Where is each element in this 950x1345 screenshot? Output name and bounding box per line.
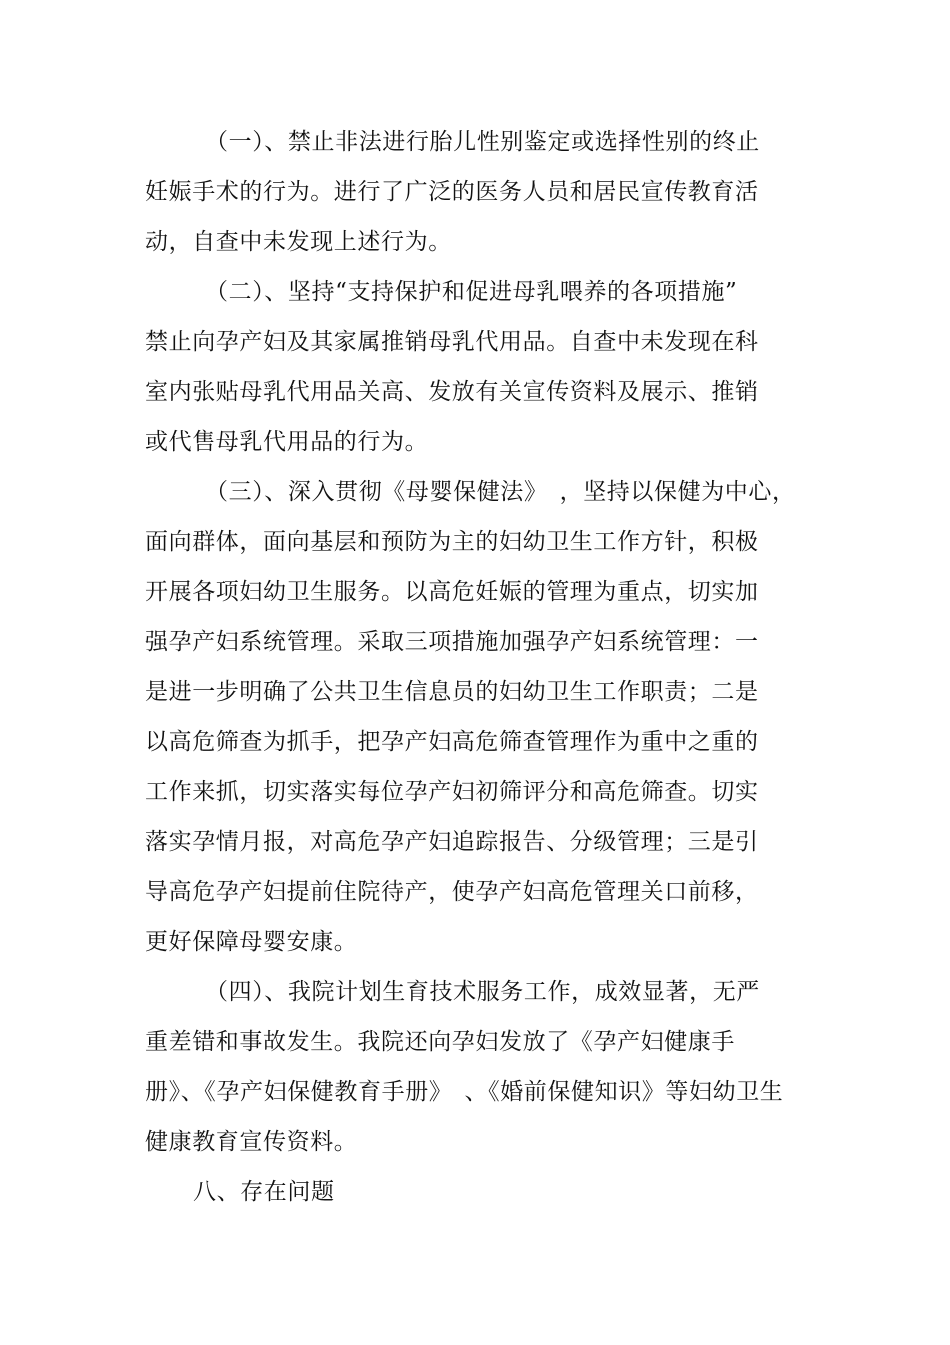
text-line: （二）、坚持“支持保护和促进母乳喂养的各项措施” [205,279,738,305]
text-line: 或代售母乳代用品的行为。 [145,429,429,455]
text-line: 更好保障母婴安康。 [145,929,358,955]
text-line: 是进一步明确了公共卫生信息员的妇幼卫生工作职责；二是 [145,679,759,705]
text-line: 开展各项妇幼卫生服务。以高危妊娠的管理为重点，切实加 [145,579,759,605]
text-line: 以高危筛查为抓手，把孕产妇高危筛查管理作为重中之重的 [145,729,759,755]
text-line: 工作来抓，切实落实每位孕产妇初筛评分和高危筛查。切实 [145,779,759,805]
text-line: 面向群体，面向基层和预防为主的妇幼卫生工作方针，积极 [145,529,759,555]
text-line: （三）、深入贯彻《母婴保健法》 ，坚持以保健为中心， [205,479,796,505]
text-line: （四）、我院计划生育技术服务工作，成效显著，无严 [205,979,760,1005]
text-line: 册》、《孕产妇保健教育手册》 、《婚前保健知识》等妇幼卫生 [145,1079,784,1105]
text-line: 健康教育宣传资料。 [145,1129,358,1155]
text-line: 重差错和事故发生。我院还向孕妇发放了《孕产妇健康手 [145,1029,735,1055]
text-line: （一）、禁止非法进行胎儿性别鉴定或选择性别的终止 [205,129,760,155]
section-heading: 八、存在问题 [193,1179,335,1205]
text-line: 妊娠手术的行为。进行了广泛的医务人员和居民宣传教育活 [145,179,759,205]
text-line: 落实孕情月报，对高危孕产妇追踪报告、分级管理；三是引 [145,829,759,855]
text-line: 室内张贴母乳代用品关高、发放有关宣传资料及展示、推销 [145,379,759,405]
text-line: 禁止向孕产妇及其家属推销母乳代用品。自查中未发现在科 [145,329,759,355]
text-line: 强孕产妇系统管理。采取三项措施加强孕产妇系统管理：一 [145,629,759,655]
text-line: 导高危孕产妇提前住院待产，使孕产妇高危管理关口前移， [145,879,759,905]
text-line: 动，自查中未发现上述行为。 [145,229,452,255]
